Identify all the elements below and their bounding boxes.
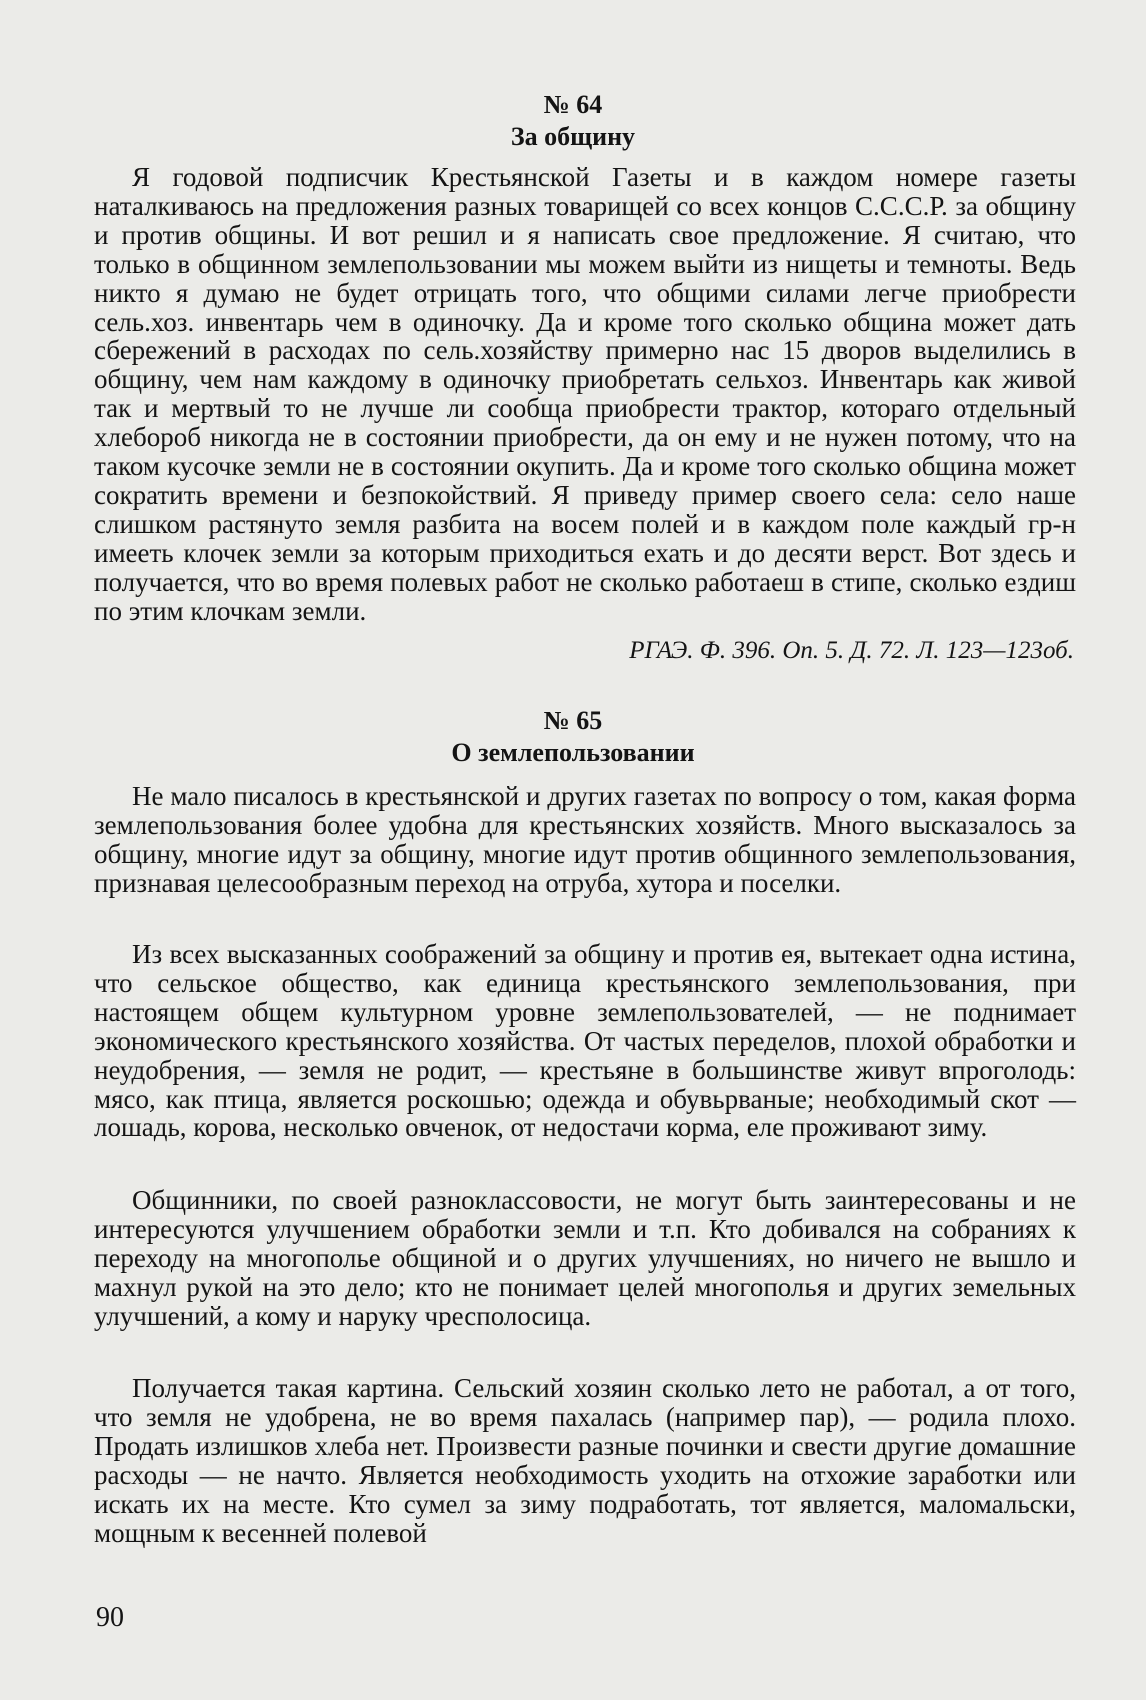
document-64-title: За общину bbox=[510, 122, 636, 151]
document-64-archive-source: РГАЭ. Ф. 396. Оп. 5. Д. 72. Л. 123—123об. bbox=[629, 637, 1074, 664]
document-64-number: № 64 bbox=[543, 90, 603, 119]
document-64-paragraph: Я годовой подписчик Крестьянской Газеты и в каждом номере газеты наталкиваюсь на предложения разных товарищей со всех концов С.С.С.Р. за общину и против общины. И вот решил и я написать свое предложение. Я считаю, что только в общинном землепользовании мы можем выйти из нищеты и темноты. Ведь никто я думаю не будет отрицать того, что общими силами легче приобрести сель.хоз. инвентарь чем в одиночку. Да и кроме того сколько община может дать сбережений в расходах по сель.хозяйству примерно нас 15 дворов выделились в общину, чем нам каждому в одиночку приобретать сельхоз. Инвентарь как живой так и мертвый то не лучше ли сообща приобрести трактор, котораго отдельный хлебороб никогда не в состоянии приобрести, да он ему и не нужен потому, что на таком кусочке земли не в состоянии окупить. Да и кроме того сколько община может сократить времени и безпокойствий. Я приведу пример своего села: село наше слишком растянуто земля разбита на восем полей и в каждом поле каждый гр-н имееть клочек земли за которым приходиться ехать и до десяти верст. Вот здесь и получается, что во время полевых работ не сколько работаеш в стипе, сколько ездиш по этим клочкам земли. bbox=[94, 162, 1076, 626]
document-65-paragraph-1: Не мало писалось в крестьянской и других газетах по вопросу о том, какая форма землепользования более удобна для крестьянских хозяйств. Много высказалось за общину, многие идут за общину, многие идут против общинного землепользования, признавая целесообразным переход на отруба, хутора и поселки. bbox=[94, 781, 1076, 898]
document-65-number: № 65 bbox=[543, 706, 603, 735]
document-65-title: О землепользовании bbox=[451, 738, 695, 767]
page-number: 90 bbox=[96, 1602, 124, 1633]
document-65-paragraph-4: Получается такая картина. Сельский хозяин сколько лето не работал, а от того, что земля не удобрена, не во время пахалась (например пар), — родила плохо. Продать излишков хлеба нет. Произвести разные починки и свести другие домашние расходы — не начто. Является необходимость уходить на отхожие заработки или искать их на месте. Кто сумел за зиму подработать, тот является, маломальски, мощным к весенней полевой bbox=[94, 1373, 1076, 1548]
document-65-paragraph-3: Общинники, по своей разноклассовости, не могут быть заинтересованы и не интересуются улучшением обработки земли и т.п. Кто добивался на собраниях к переходу на многополье общиной и о других улучшениях, но ничего не вышло и махнул рукой на это дело; кто не понимает целей многополья и других земельных улучшений, а кому и наруку чресполосица. bbox=[94, 1185, 1076, 1331]
document-65-paragraph-2: Из всех высказанных соображений за общину и против ея, вытекает одна истина, что сельское общество, как единица крестьянского землепользования, при настоящем общем культурном уровне землепользователей, — не поднимает экономического крестьянского хозяйства. От частых переделов, плохой обработки и неудобрения, — земля не родит, — крестьяне в большинстве живут впроголодь: мясо, как птица, является роскошью; одежда и обувьрваные; необходимый скот — лошадь, корова, несколько овченок, от недостачи корма, еле проживают зиму. bbox=[94, 939, 1076, 1143]
